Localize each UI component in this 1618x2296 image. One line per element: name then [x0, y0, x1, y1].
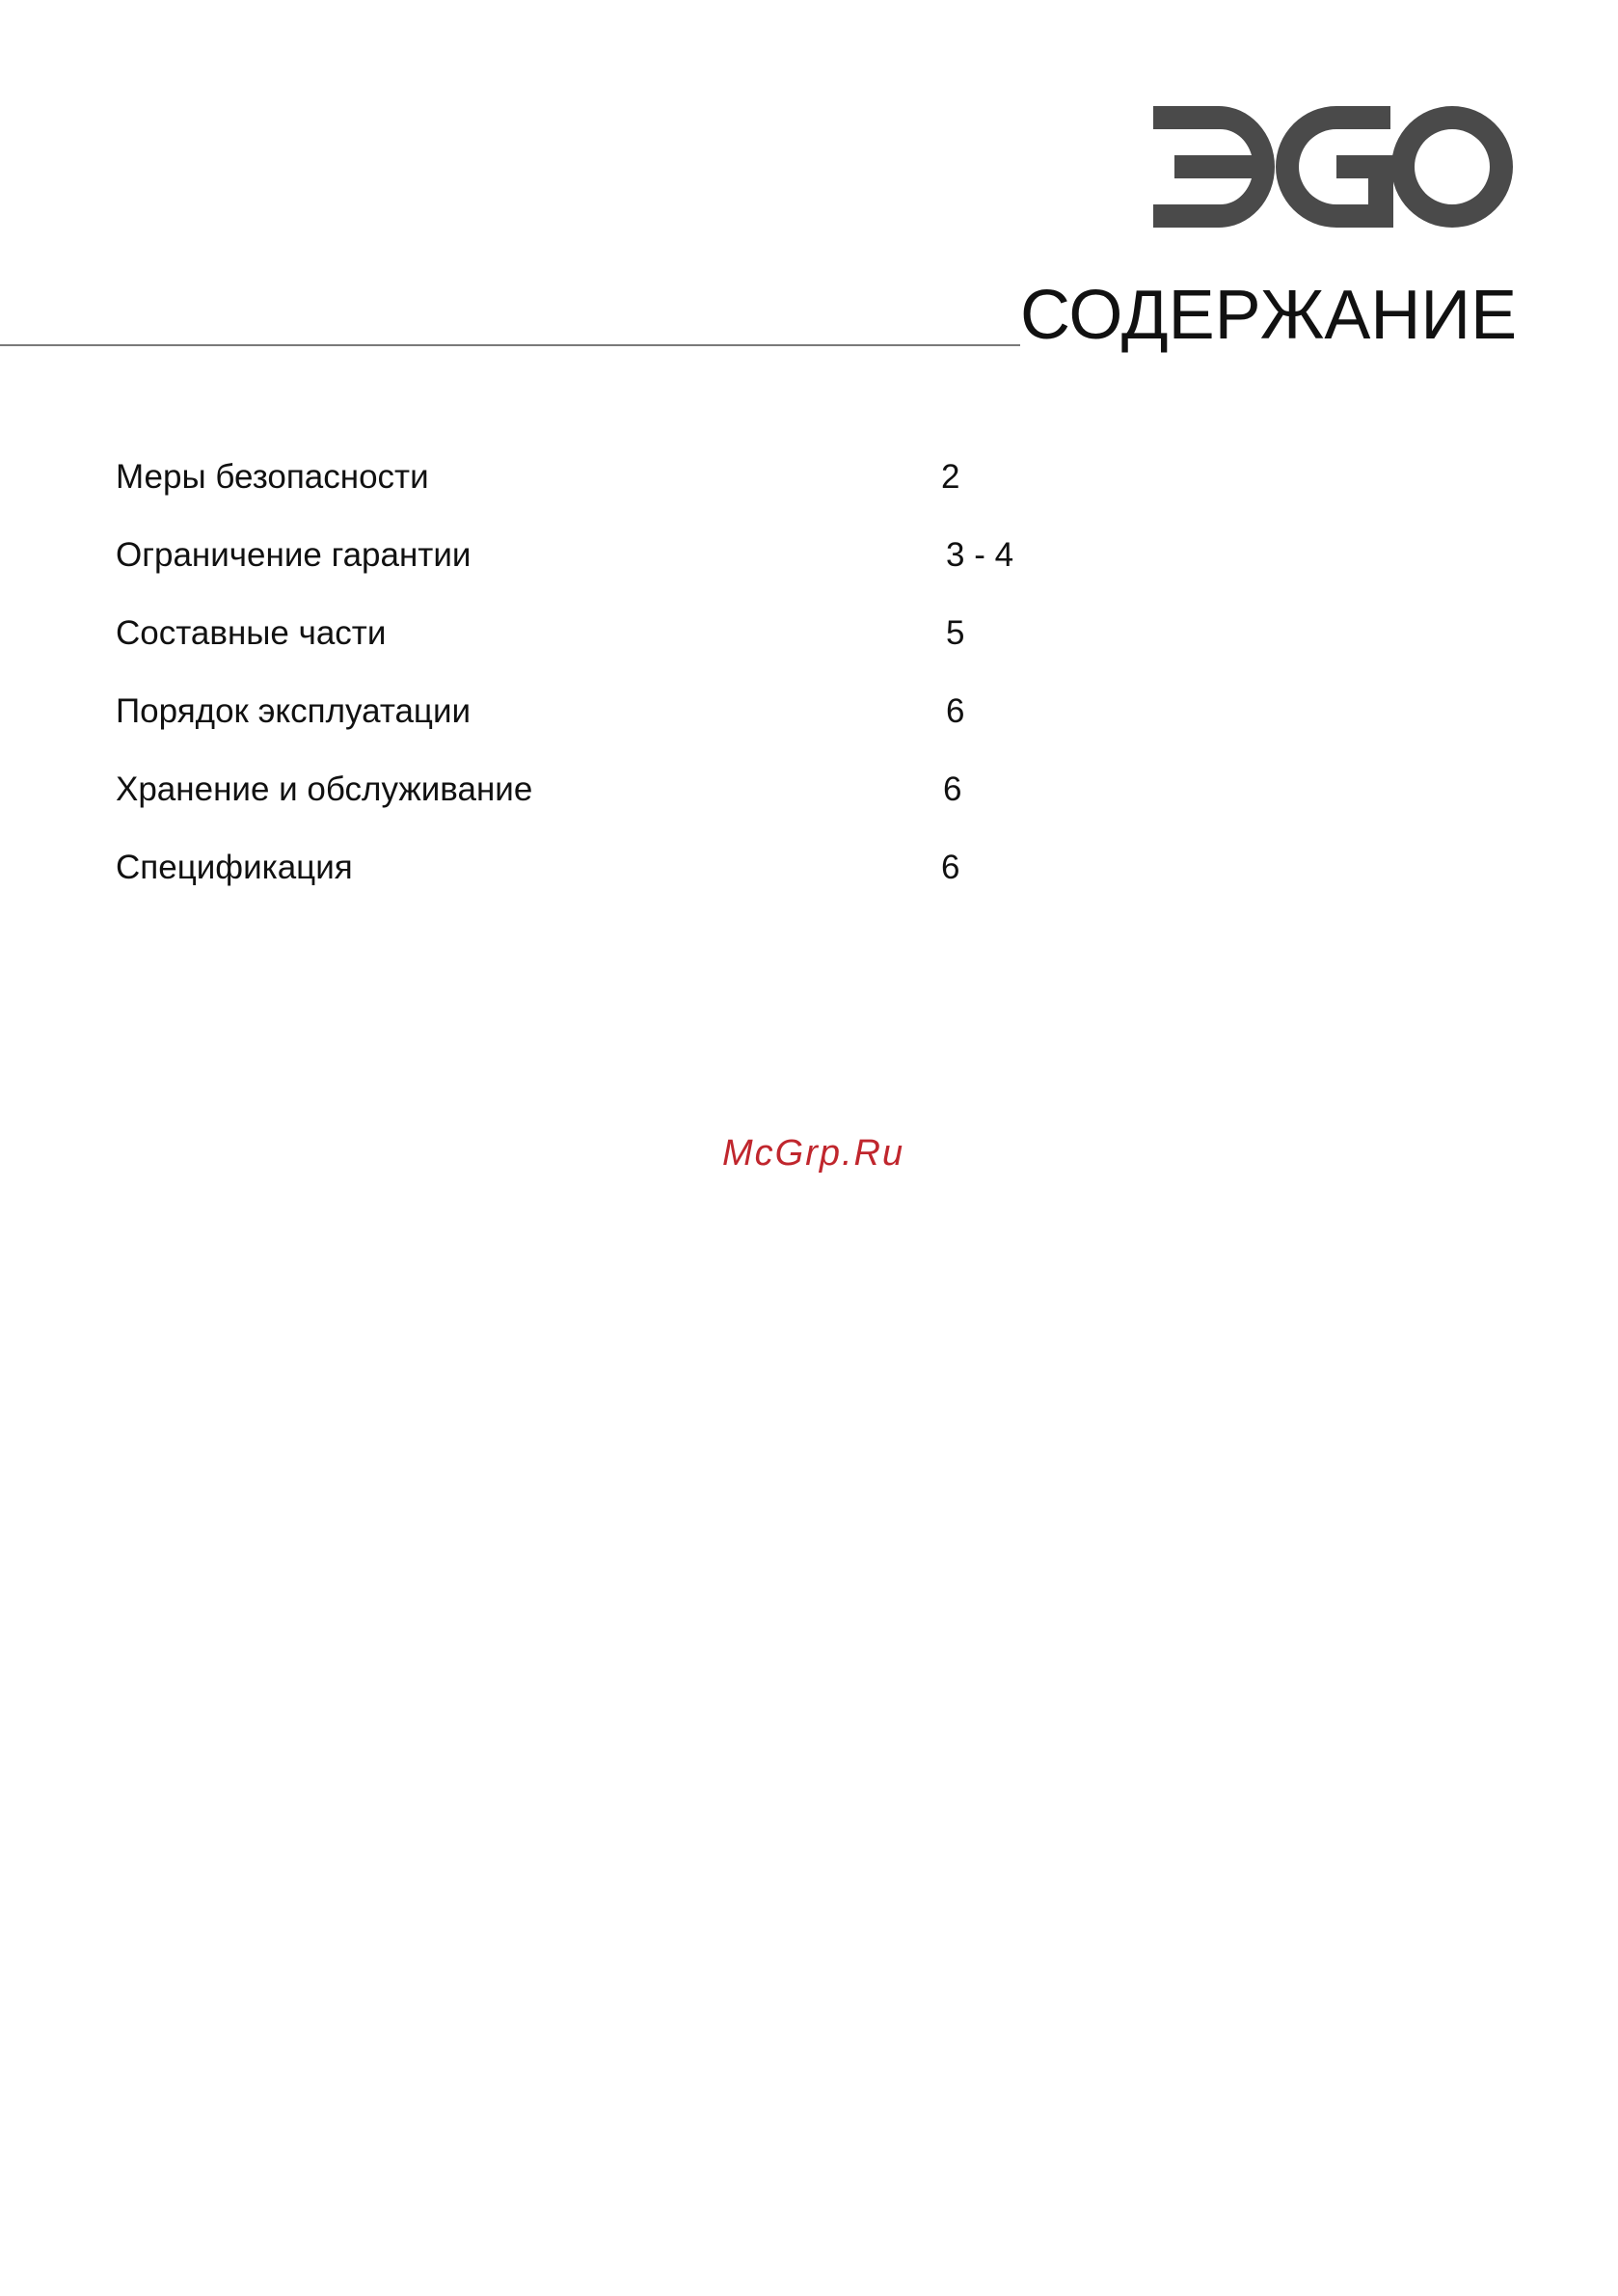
toc-item-label: Порядок эксплуатации	[116, 692, 472, 730]
watermark: McGrp.Ru	[722, 1133, 905, 1174]
toc-item	[116, 844, 1080, 922]
header-divider	[0, 344, 1020, 346]
toc-item	[116, 688, 1080, 766]
toc-item-page: 6	[946, 692, 965, 730]
toc-item	[116, 531, 1080, 609]
brand-logo	[1147, 106, 1514, 228]
toc-item-label: Меры безопасности	[116, 458, 429, 496]
toc-item	[116, 453, 1080, 531]
page-title: СОДЕРЖАНИЕ	[1020, 277, 1518, 354]
toc-item-page: 2	[941, 458, 960, 496]
brand-logo-graphic	[1147, 106, 1514, 228]
toc-item-label: Спецификация	[116, 849, 353, 886]
toc-item-label: Ограничение гарантии	[116, 536, 472, 574]
toc-item	[116, 766, 1080, 844]
toc-item-page: 6	[943, 770, 962, 808]
toc-item-label: Составные части	[116, 614, 387, 652]
table-of-contents	[116, 453, 1080, 922]
toc-item-page: 6	[941, 849, 960, 886]
toc-item-page: 3 - 4	[946, 536, 1014, 574]
toc-item-page: 5	[946, 614, 965, 652]
toc-item-label: Хранение и обслуживание	[116, 770, 533, 808]
toc-item	[116, 609, 1080, 688]
